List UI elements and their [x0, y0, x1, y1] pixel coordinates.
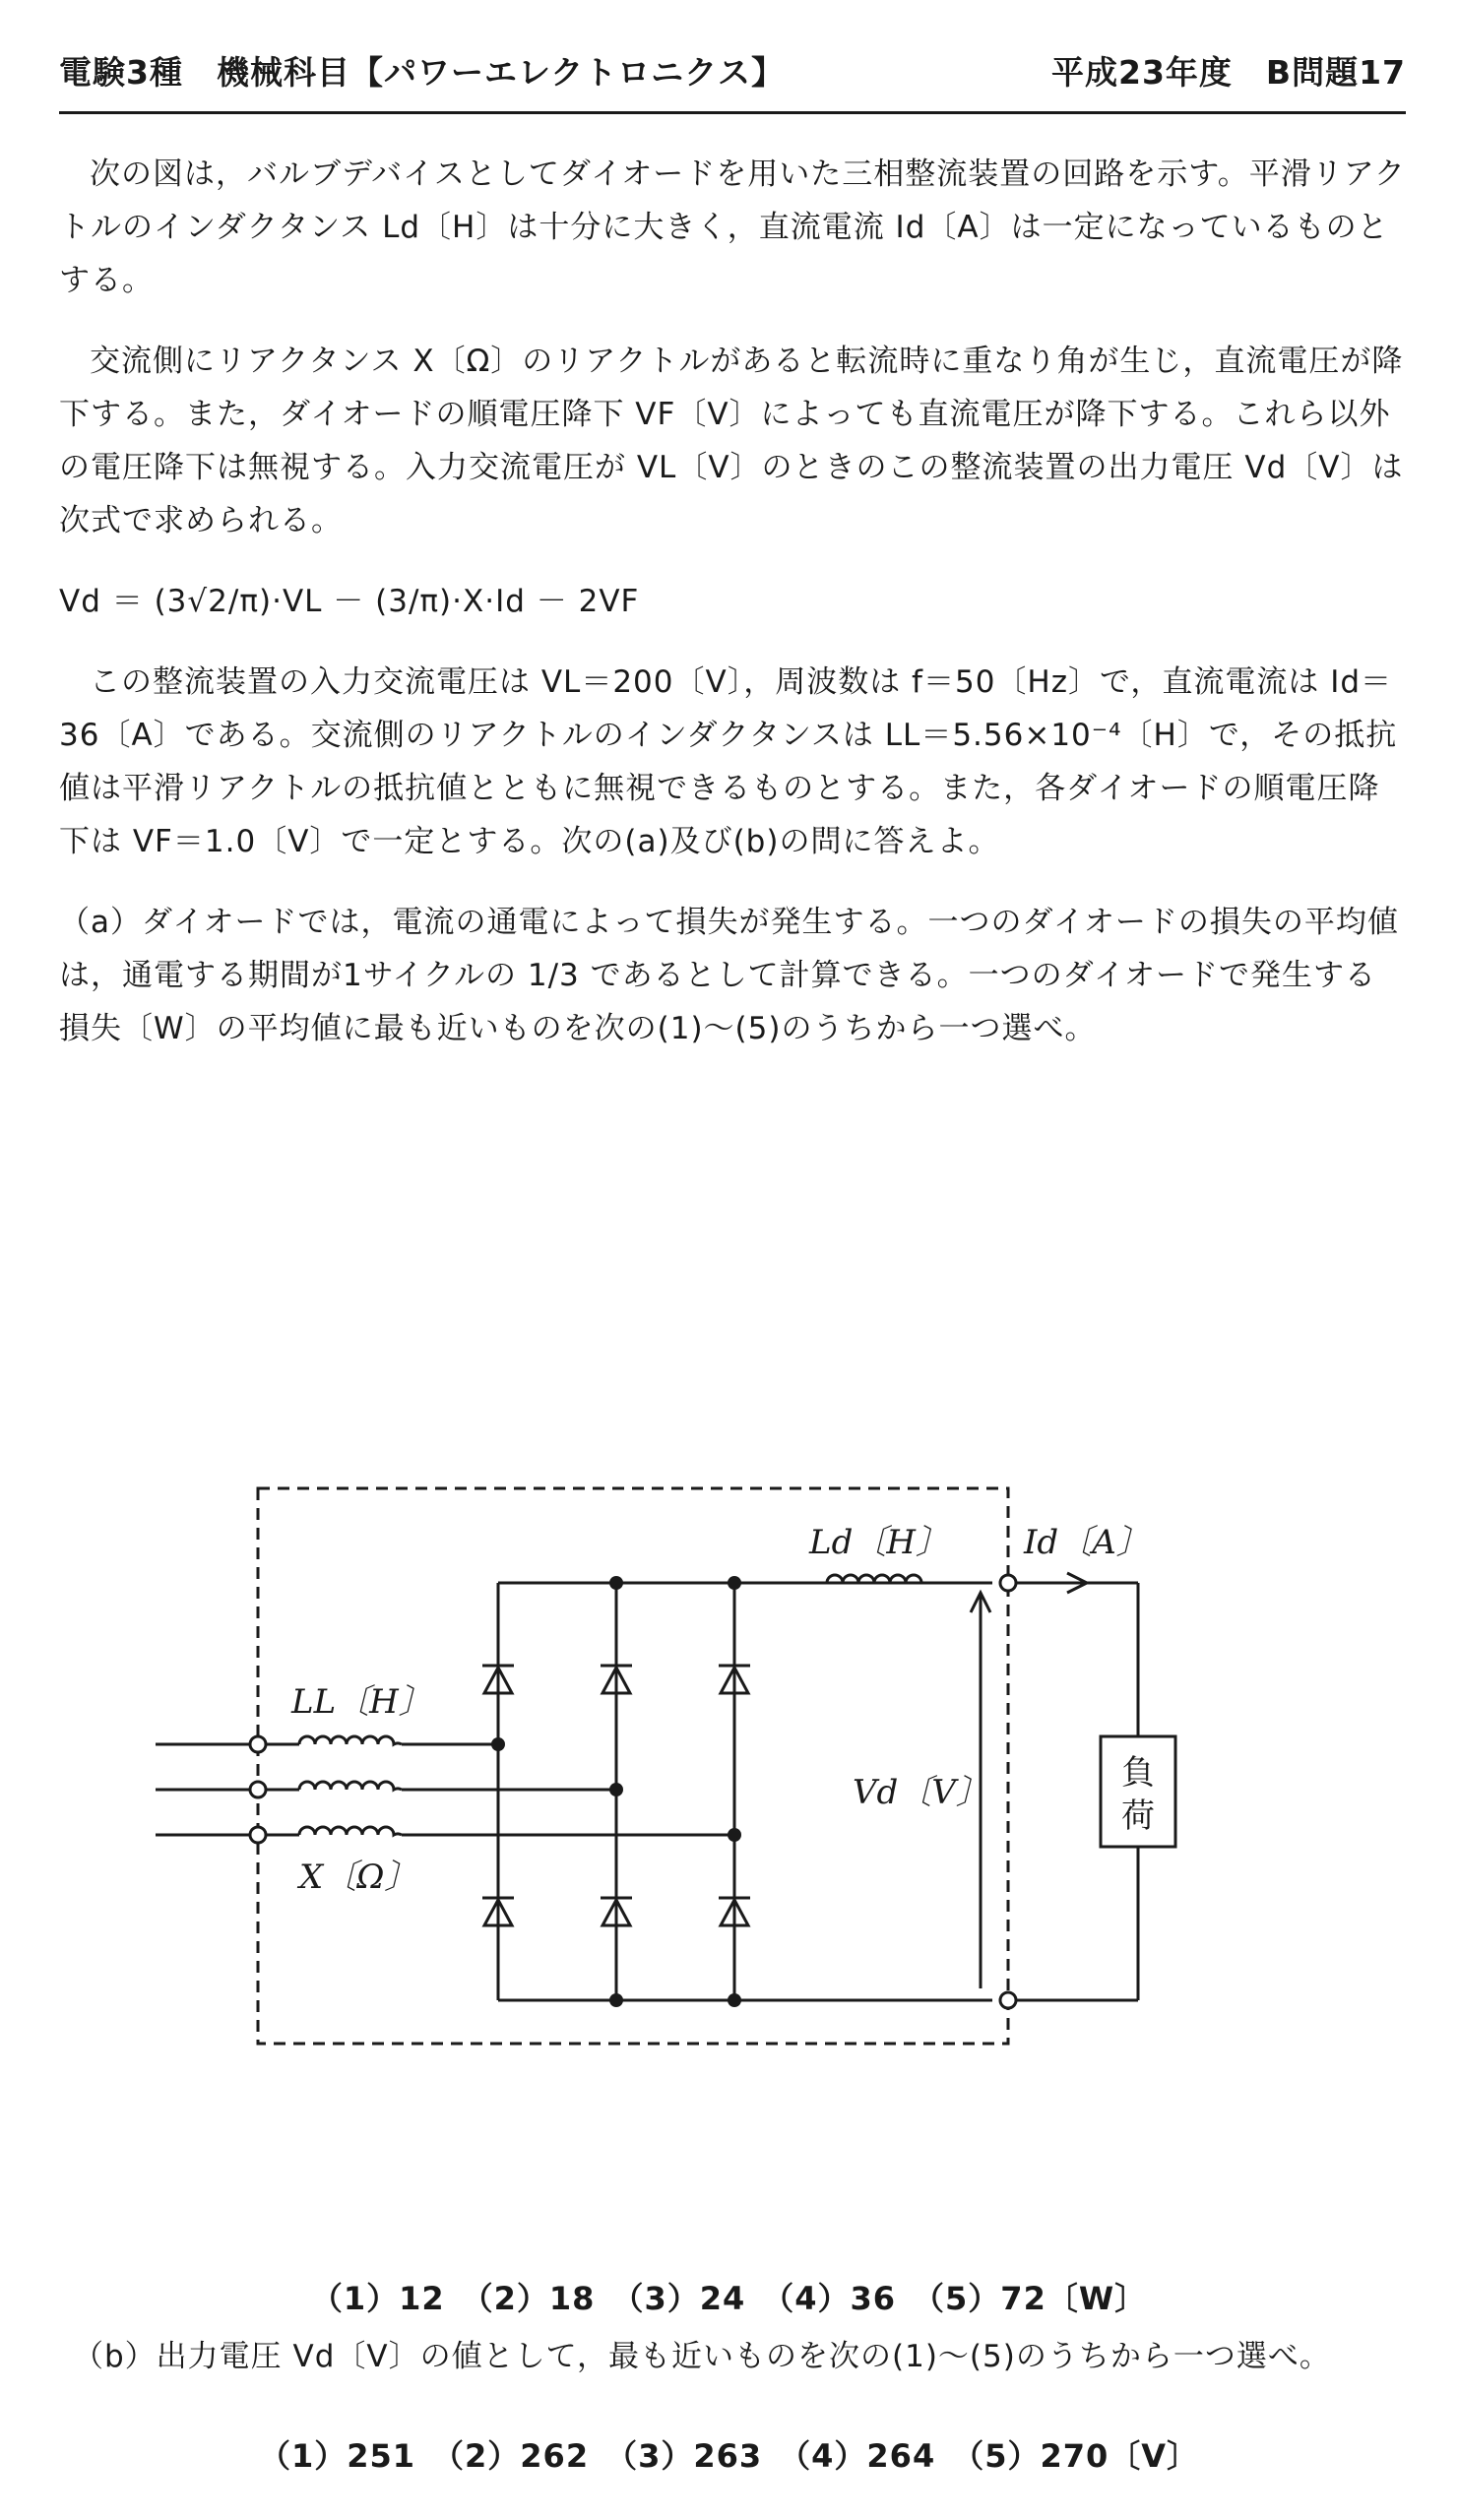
question-b: （b）出力電圧 Vd〔V〕の値として，最も近いものを次の(1)～(5)のうちから一つ選べ。 — [73, 2339, 1331, 2374]
header-title: 電験3種 機械科目【パワーエレクトロニクス】 — [59, 53, 785, 92]
vd-label: Vd〔V〕 — [853, 1773, 989, 1812]
rectifier-enclosure — [258, 1488, 1008, 2044]
x-label: X〔Ω〕 — [299, 1858, 418, 1897]
id-label: Id〔A〕 — [1024, 1523, 1150, 1562]
formula-vd: Vd ＝ (3√2/π)·VL － (3/π)·X·Id － 2VF — [59, 584, 640, 619]
load-label-1: 負 — [1121, 1753, 1155, 1793]
inductor-ll-3 — [299, 1827, 402, 1835]
paragraph-voltage-drop: 交流側にリアクタンス X〔Ω〕のリアクトルがあると転流時に重なり角が生じ，直流電圧が降下する。また，ダイオードの順電圧降下 VF〔V〕によっても直流電圧が降下する。これら以外の電圧降下は無視する。入力交流電圧が VL〔V〕のときのこの整流装置の出力電圧 Vd〔V〕は次式で求められる。 — [59, 344, 1404, 538]
question-a: （a）ダイオードでは，電流の通電によって損失が発生する。一つのダイオードの損失の平均値は，通電する期間が1サイクルの 1/3 であるとして計算できる。一つのダイオードで発生する損失〔W〕の平均値に最も近いものを次の(1)～(5)のうちから一つ選べ。 — [59, 905, 1399, 1046]
header-exam-info: 平成23年度 B問題17 — [1051, 53, 1406, 92]
ld-label: Ld〔H〕 — [809, 1523, 949, 1562]
paragraph-intro: 次の図は，バルブデバイスとしてダイオードを用いた三相整流装置の回路を示す。平滑リアクトルのインダクタンス Ld〔H〕は十分に大きく，直流電流 Id〔A〕は一定になっているものとする。 — [59, 157, 1406, 298]
choices-a: （1）12 （2）18 （3）24 （4）36 （5）72〔W〕 — [310, 2280, 1148, 2317]
choices-b: （1）251 （2）262 （3）263 （4）264 （5）270〔V〕 — [258, 2437, 1200, 2475]
inductor-ll-2 — [299, 1782, 402, 1790]
paragraph-conditions: この整流装置の入力交流電圧は VL＝200〔V〕，周波数は f＝50〔Hz〕で，直流電流は Id＝36〔A〕である。交流側のリアクトルのインダクタンスは LL＝5.56×10⁻⁴〔H〕で，その抵抗値は平滑リアクトルの抵抗値とともに無視できるものとする。また，各ダイオードの順電圧降下は VF＝1.0〔V〕で一定とする。次の(a)及び(b)の問に答えよ。 — [59, 664, 1398, 859]
inductor-ll-1 — [299, 1736, 402, 1744]
load-label-2: 荷 — [1121, 1796, 1155, 1836]
inductor-ld — [827, 1575, 921, 1583]
ll-label: LL〔H〕 — [291, 1682, 432, 1722]
